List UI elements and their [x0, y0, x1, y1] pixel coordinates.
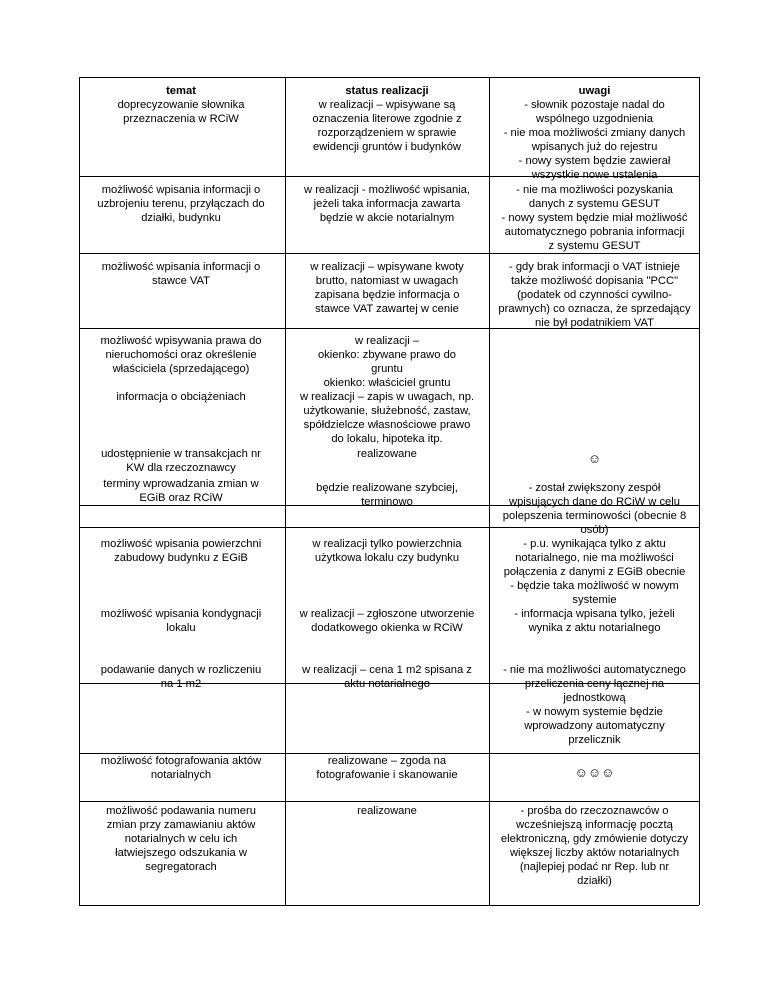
table-cell-temat: możliwość wpisania kondygnacji lokalu	[100, 608, 262, 635]
table-cell-temat: możliwość podawania numeru zmian przy zamawianiu aktów notarialnych w celu ich łatwiejszego odszukania w segregatorach	[106, 805, 256, 874]
table-cell-uwagi: - został zwiększony zespół wpisujących dane do RCiW w celu polepszenia terminowości (obecnie 8 osób)	[502, 482, 687, 537]
table-cell-uwagi: - gdy brak informacji o VAT istnieje także możliwość dopisania "PCC" (podatek od czynności cywilno- prawnych) co oznacza, że sprzedający nie był podatnikiem VAT	[498, 261, 691, 330]
table-cell-status: w realizacji – zgłoszone utworzenie dodatkowego okienka w RCiW	[299, 608, 475, 635]
smiley-icon: ☺☺☺	[574, 766, 615, 780]
realization-status-table	[79, 77, 699, 905]
column-divider	[489, 77, 490, 905]
table-cell-temat: udostępnienie w transakcjach nr KW dla rzeczoznawcy	[101, 448, 261, 475]
table-cell-uwagi: - prośba do rzeczoznawców o wcześniejszą informację pocztą elektroniczną, gdy zmówienie dotyczy większej liczby aktów notarialnych (najlepiej podać nr Rep. lub nr działki)	[500, 805, 689, 888]
table-cell-uwagi: - nie ma możliwości pozyskania danych z systemu GESUT - nowy system będzie miał możliwość automatycznego pobrania informacji z systemu GESUT	[501, 184, 688, 253]
table-cell-status: w realizacji – wpisywane są oznaczenia literowe zgodnie z rozporządzeniem w sprawie ewidencji gruntów i budynków	[312, 99, 462, 154]
header-status-realizacji: status realizacji	[345, 85, 429, 97]
table-cell-temat: informacja o obciążeniach	[116, 391, 246, 403]
table-cell-uwagi: - nie ma możliwości automatycznego przeliczenia ceny łącznej na jednostkową - w nowym systemie będzie wprowadzony automatyczny przelicznik	[503, 664, 686, 747]
table-cell-temat: możliwość wpisania powierzchni zabudowy budynku z EGiB	[100, 538, 262, 565]
header-temat: temat	[166, 85, 196, 97]
row-divider	[79, 801, 699, 802]
table-cell-status: realizowane – zgoda na fotografowanie i skanowanie	[316, 755, 458, 782]
table-cell-status: w realizacji tylko powierzchnia użytkowa lokalu czy budynku	[312, 538, 462, 565]
table-cell-status: będzie realizowane szybciej, terminowo	[316, 482, 458, 509]
table-bottom-border	[79, 905, 699, 906]
table-cell-status: realizowane	[357, 805, 417, 817]
table-cell-temat: możliwość fotografowania aktów notarialnych	[100, 755, 262, 782]
table-cell-temat: możliwość wpisania informacji o uzbrojeniu terenu, przyłączach do działki, budynku	[97, 184, 265, 225]
table-cell-status: realizowane	[357, 448, 417, 460]
table-cell-uwagi: - informacja wpisana tylko, jeżeli wynika z aktu notarialnego	[514, 608, 675, 635]
column-divider	[285, 77, 286, 905]
table-cell-temat: terminy wprowadzania zmian w EGiB oraz RCiW	[103, 478, 259, 505]
table-cell-uwagi: - p.u. wynikająca tylko z aktu notarialnego, nie ma możliwości połączenia z danymi z EGiB obecnie - będzie taka możliwość w nowym systemie	[503, 538, 686, 607]
smiley-icon: ☺	[587, 452, 602, 466]
table-cell-status: w realizacji – okienko: zbywane prawo do gruntu okienko: właściciel gruntu	[317, 335, 457, 390]
table-cell-status: w realizacji – zapis w uwagach, np. użytkowanie, służebność, zastaw, spółdzielcze własnościowe prawo do lokalu, hipoteka itp.	[299, 391, 475, 446]
table-cell-temat: możliwość wpisania informacji o stawce VAT	[101, 261, 261, 288]
table-cell-status: w realizacji - możliwość wpisania, jeżeli taka informacja zawarta będzie w akcie notarialnym	[304, 184, 470, 225]
table-right-border	[699, 77, 700, 905]
table-cell-uwagi: - słownik pozostaje nadal do wspólnego uzgodnienia - nie moa możliwości zmiany danych wpisanych już do rejestru - nowy system będzie zawierał wszystkie nowe ustalenia	[503, 99, 686, 182]
table-left-border	[79, 77, 80, 905]
header-uwagi: uwagi	[578, 85, 611, 97]
table-cell-temat: doprecyzowanie słownika przeznaczenia w RCiW	[117, 99, 245, 126]
table-cell-status: w realizacji – wpisywane kwoty brutto, natomiast w uwagach zapisana będzie informacja o stawce VAT zawartej w cenie	[310, 261, 464, 316]
table-cell-temat: podawanie danych w rozliczeniu na 1 m2	[100, 664, 262, 691]
table-cell-temat: możliwość wpisywania prawa do nieruchomości oraz określenie właściciela (sprzedającego)	[100, 335, 262, 376]
table-cell-status: w realizacji – cena 1 m2 spisana z aktu notarialnego	[302, 664, 472, 691]
table-top-border	[79, 77, 699, 78]
